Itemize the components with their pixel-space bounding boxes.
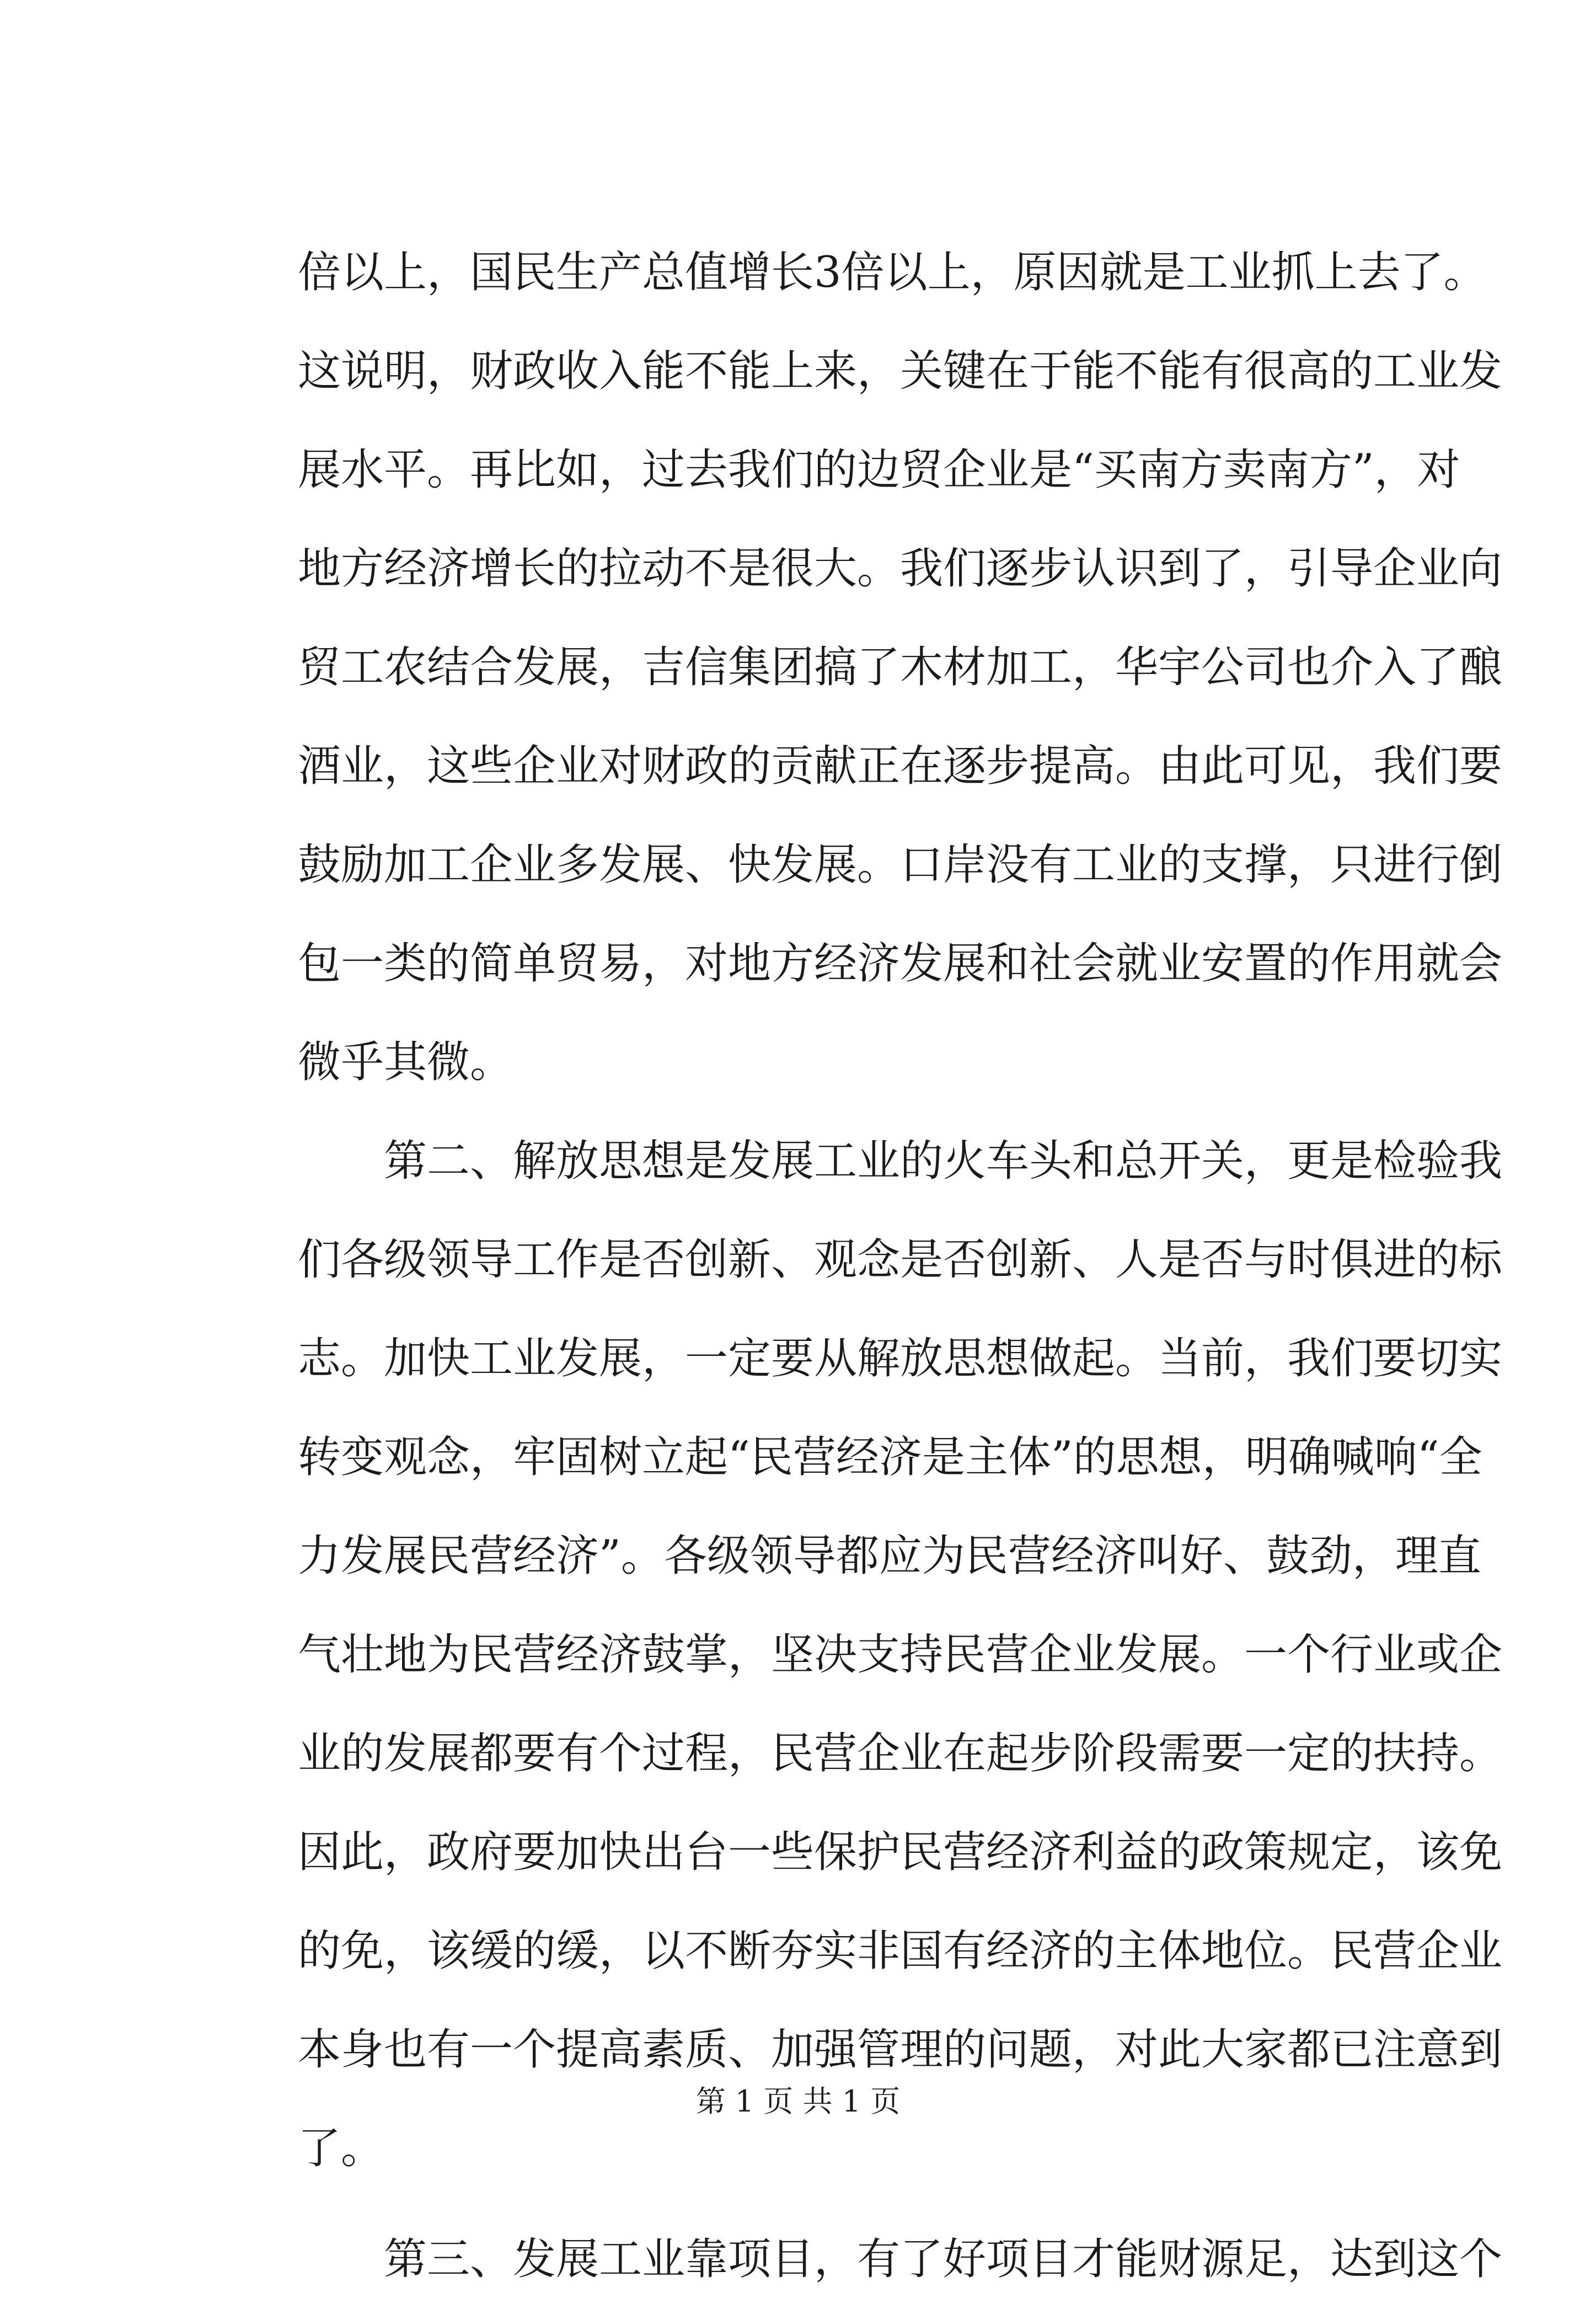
paragraph <box>298 2210 1503 2309</box>
page-number: 第 1 页 共 1 页 <box>695 2084 901 2119</box>
text-line: 包一类的简单贸易，对地方经济发展和社会就业安置的作用就会 <box>298 939 1503 988</box>
text-line: 微乎其微。 <box>298 1038 513 1087</box>
text-line: 第三、发展工业靠项目，有了好项目才能财源足，达到这个 <box>384 2235 1503 2284</box>
paragraph <box>298 223 1503 1112</box>
text-line: 转变观念，牢固树立起“民营经济是主体”的思想，明确喊响“全 <box>298 1433 1482 1482</box>
text-line: 这说明，财政收入能不能上来，关键在于能不能有很高的工业发 <box>298 346 1503 396</box>
text-line: 本身也有一个提高素质、加强管理的问题，对此大家都已注意到 <box>298 2025 1503 2075</box>
text-line: 志。加快工业发展，一定要从解放思想做起。当前，我们要切实 <box>298 1334 1503 1383</box>
text-line: 业的发展都要有个过程，民营企业在起步阶段需要一定的扶持。 <box>298 1729 1503 1778</box>
text-line: 倍以上，国民生产总值增长3倍以上，原因就是工业抓上去了。 <box>298 248 1487 297</box>
text-line: 展水平。再比如，过去我们的边贸企业是“买南方卖南方”，对 <box>298 445 1460 495</box>
document-body <box>298 223 1503 2309</box>
text-line: 酒业，这些企业对财政的贡献正在逐步提高。由此可见，我们要 <box>298 741 1503 791</box>
text-line: 因此，政府要加快出台一些保护民营经济利益的政策规定，该免 <box>298 1827 1503 1877</box>
paragraph-spacer <box>298 2198 1395 2210</box>
text-line: 气壮地为民营经济鼓掌，坚决支持民营企业发展。一个行业或企 <box>298 1630 1503 1680</box>
text-line: 地方经济增长的拉动不是很大。我们逐步认识到了，引导企业向 <box>298 544 1503 594</box>
text-line: 们各级领导工作是否创新、观念是否创新、人是否与时俱进的标 <box>298 1235 1503 1285</box>
paragraph <box>298 1112 1503 2198</box>
text-line: 的免，该缓的缓，以不断夯实非国有经济的主体地位。民营企业 <box>298 1926 1503 1976</box>
text-line: 力发展民营经济”。各级领导都应为民营经济叫好、鼓劲，理直 <box>298 1531 1481 1581</box>
text-line: 鼓励加工企业多发展、快发展。口岸没有工业的支撑，只进行倒 <box>298 840 1503 890</box>
text-line: 了。 <box>298 2124 384 2173</box>
text-line: 第二、解放思想是发展工业的火车头和总开关，更是检验我 <box>384 1136 1503 1186</box>
text-line: 贸工农结合发展，吉信集团搞了木材加工，华宇公司也介入了酿 <box>298 643 1503 692</box>
